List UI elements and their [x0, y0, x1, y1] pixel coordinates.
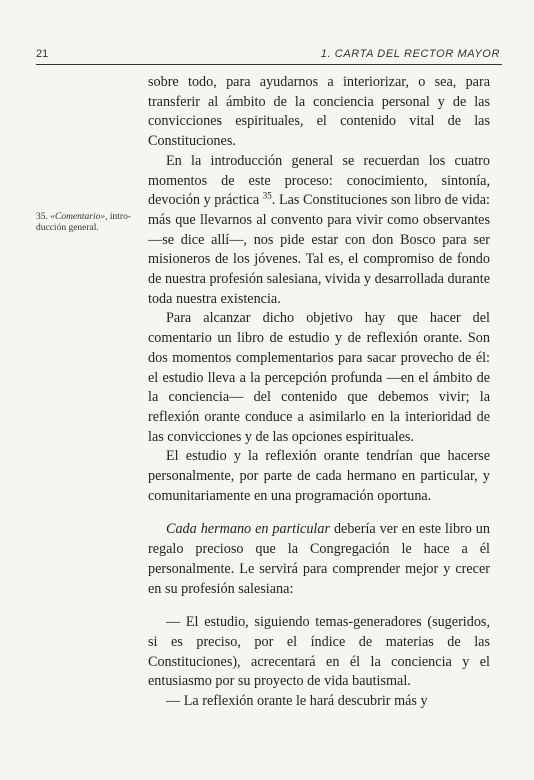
body-text — [148, 73, 490, 712]
paragraph-3: Para alcanzar dicho objetivo hay que hacer del comentario un libro de estudio y de reflexión orante. Son dos momentos complementarios para sacar provecho de él: el estudio lleva a la percepción profunda —en el ámbito de la conciencia— del contenido que debemos vivir; la reflexión orante conduce a asimilarlo en la interioridad de las convicciones y de las opciones espirituales. — [148, 310, 490, 445]
paragraph-6: — El estudio, siguiendo temas-generadores (sugeridos, si es preciso, por el índice de materias de las Constituciones), acrecentará en él la conciencia y el entusiasmo por su proyecto de vida bautismal. — [148, 614, 490, 690]
paragraph-7: — La reflexión orante le hará descubrir más y — [166, 693, 428, 710]
paragraph-4: El estudio y la reflexión orante tendrían que hacerse personalmente, por parte de cada hermano en particular, y comunitariamente en una programación oportuna. — [148, 448, 490, 504]
margin-note-title: «Comentario» — [50, 212, 106, 222]
page-number: 21 — [36, 48, 49, 60]
margin-note-number: 35. — [36, 212, 48, 222]
margin-note-text: , intro-ducción general. — [36, 212, 131, 233]
page-header — [36, 46, 502, 65]
paragraph-2 — [148, 152, 490, 310]
paragraph-5-rest: debería ver en este libro un regalo precioso que la Congregación le hace a él personalmente. Le servirá para comprender mejor y crecer en su profesión salesiana: — [148, 521, 490, 597]
paragraph-5 — [148, 520, 490, 599]
footnote-ref-35: 35 — [262, 190, 272, 201]
margin-note — [36, 212, 134, 234]
paragraph-1: sobre todo, para ayudarnos a interiorizar, o sea, para transferir al ámbito de la conciencia personal y de las convicciones espirituales, el contenido vital de las Constituciones. — [148, 74, 490, 150]
running-title: 1. CARTA DEL RECTOR MAYOR — [320, 48, 500, 60]
paragraph-2-start: En la introducción general se recuerdan los cuatro momentos de este proceso: conocimiento, sintonía, devoción y práctica — [148, 152, 490, 209]
paragraph-2-end: . Las Constituciones son libro de vida: más que llevarnos al convento para vivir como observantes —se dice allí—, nos pide estar con don Bosco para ser misioneros de los jóvenes. Tal es, el compromiso de fondo de nuestra profesión salesiana, vivida y desarrollada durante toda nuestra existencia. — [148, 192, 490, 307]
paragraph-5-italic: Cada hermano en particular — [166, 521, 330, 538]
